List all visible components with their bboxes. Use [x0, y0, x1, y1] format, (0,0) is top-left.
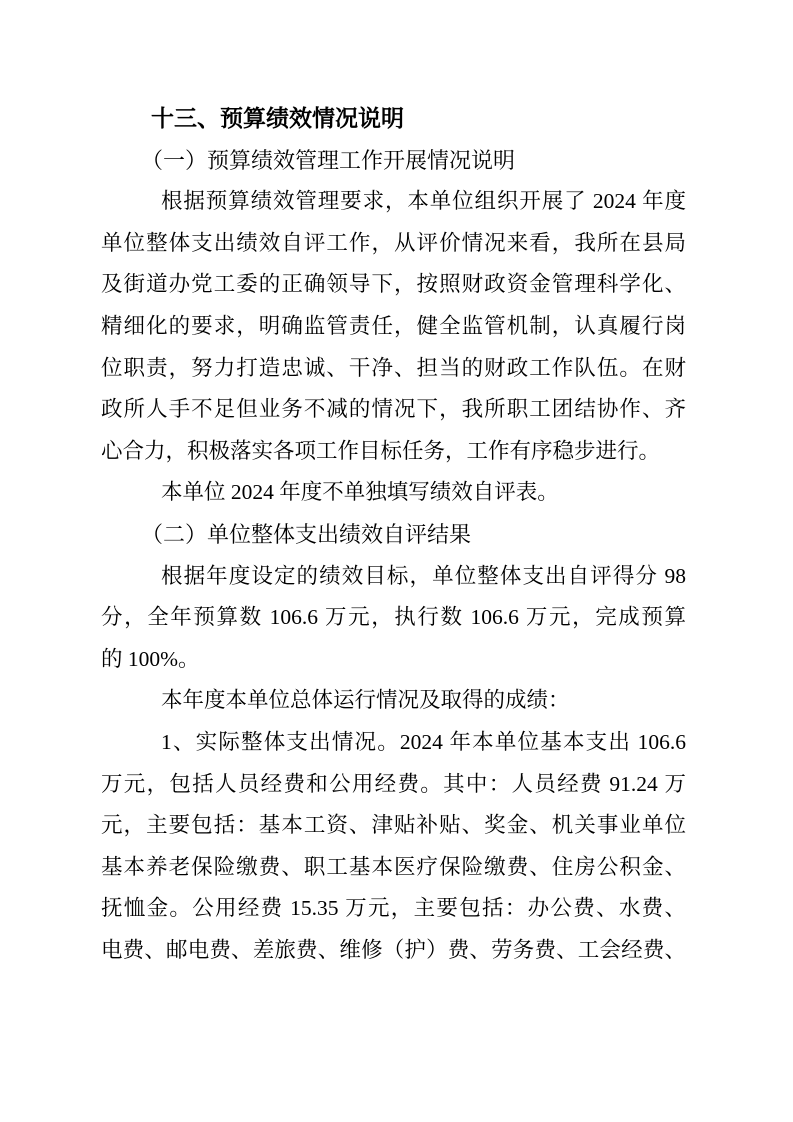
text-line: 万元，包括人员经费和公用经费。其中：人员经费 91.24 万 — [101, 771, 686, 796]
text-line: 根据年度设定的绩效目标，单位整体支出自评得分 98 — [161, 563, 686, 588]
text-line: 及街道办党工委的正确领导下，按照财政资金管理科学化、 — [101, 272, 686, 297]
text-line: 心合力，积极落实各项工作目标任务，工作有序稳步进行。 — [101, 438, 661, 463]
text-line: 元，主要包括：基本工资、津贴补贴、奖金、机关事业单位 — [101, 813, 686, 838]
text-line: （二）单位整体支出绩效自评结果 — [141, 521, 472, 547]
text-line: 政所人手不足但业务不减的情况下，我所职工团结协作、齐 — [101, 397, 686, 422]
text-line: （一）预算绩效管理工作开展情况说明 — [141, 147, 516, 173]
paragraph — [101, 722, 686, 972]
text-line: 基本养老保险缴费、职工基本医疗保险缴费、住房公积金、 — [101, 854, 686, 879]
text-line: 本年度本单位总体运行情况及取得的成绩： — [161, 688, 570, 713]
text-line: 单位整体支出绩效自评工作，从评价情况来看，我所在县局 — [101, 230, 686, 255]
text-line: 分，全年预算数 106.6 万元，执行数 106.6 万元，完成预算 — [101, 605, 686, 630]
text-line: 本单位 2024 年度不单独填写绩效自评表。 — [161, 480, 559, 505]
section-heading — [101, 98, 686, 140]
paragraph — [101, 680, 686, 722]
text-line: 抚恤金。公用经费 15.35 万元，主要包括：办公费、水费、 — [101, 896, 686, 921]
section-heading — [101, 514, 686, 556]
paragraph — [101, 472, 686, 514]
section-heading — [101, 140, 686, 182]
paragraph — [101, 181, 686, 472]
text-line: 根据预算绩效管理要求，本单位组织开展了 2024 年度 — [161, 189, 686, 214]
text-line: 的 100%。 — [101, 646, 200, 671]
text-line: 位职责，努力打造忠诚、干净、担当的财政工作队伍。在财 — [101, 355, 686, 380]
text-line: 电费、邮电费、差旅费、维修（护）费、劳务费、工会经费、 — [101, 937, 686, 962]
text-line: 1、实际整体支出情况。2024 年本单位基本支出 106.6 — [161, 729, 686, 754]
paragraph — [101, 556, 686, 681]
text-line: 十三、预算绩效情况说明 — [151, 105, 404, 131]
text-line: 精细化的要求，明确监管责任，健全监管机制，认真履行岗 — [101, 313, 686, 338]
